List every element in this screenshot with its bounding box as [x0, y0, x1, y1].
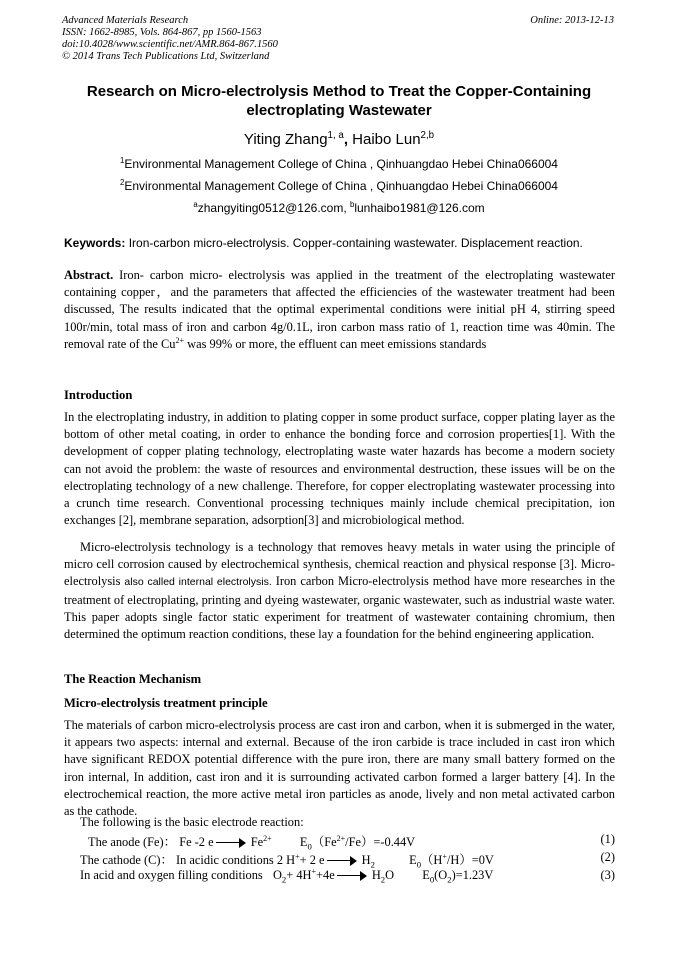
affiliation-superscript: 2	[120, 178, 125, 187]
mechanism-paragraph: The materials of carbon micro-electrolysis process are cast iron and carbon, when it is submerged in the water, it appears two aspects: internal and external. Because of the iron carbide is trace included in cast iron which have significant REDOX potential difference with the pure iron, there are many small battery formed on the iron internal, In addition, cast iron and it is surrounding activated carbon formed a larger battery [4]. In the electrochemical reaction, the more active metal iron particles as anode, lively and non metal activated carbon as the cathode.	[64, 718, 615, 819]
equation-superscript: +	[442, 851, 447, 861]
paragraph-text: Micro-electrolysis technology is a technology that removes heavy metals in water using the principle of micro cell corrosion caused by electrochemical synthesis, chemical reaction and physical response [3]. Micro-electrolysis	[64, 540, 615, 589]
subsection-heading: Micro-electrolysis treatment principle	[64, 696, 268, 710]
equation-reactant: + 2 e	[299, 853, 325, 867]
author-list	[0, 131, 678, 148]
affiliation-text: Environmental Management College of China , Qinhuangdao Hebei China066004	[124, 179, 558, 193]
equation-3	[80, 868, 615, 885]
email-superscript: b	[350, 200, 355, 209]
equation-potential-text: )=1.23V	[451, 868, 494, 882]
equation-product: H	[371, 868, 381, 882]
author-emails	[0, 201, 678, 215]
paragraph-text: Iron carbon Micro-electrolysis method have more researches in the treatment of electroplating, printing and dyeing wastewater, organic wastewater, such as industrial waste water. This paper adopts single factor static experiment for treatment of wastewater containing chromium, then determined the optimum reaction conditions, these lay a foundation for the behind engineering application.	[64, 574, 616, 642]
keywords-text: Iron-carbon micro-electrolysis. Copper-containing wastewater. Displacement reaction.	[125, 236, 583, 250]
keywords	[64, 236, 616, 250]
title-line-1: Research on Micro-electrolysis Method to Treat the Copper-Containing	[86, 83, 592, 100]
affiliation-superscript: 1	[120, 156, 125, 165]
equation-body	[80, 850, 494, 868]
equation-potential: E	[409, 853, 417, 867]
equation-superscript: 2+	[263, 833, 272, 843]
equation-potential: E	[422, 868, 430, 882]
author-separator: ,	[343, 131, 353, 148]
equation-subscript: 2	[447, 874, 452, 885]
equation-number: (2)	[600, 850, 615, 864]
equation-product: H	[361, 853, 371, 867]
equation-subscript: 0	[416, 859, 422, 870]
abstract	[64, 267, 615, 353]
reaction-arrow-icon	[216, 838, 246, 848]
author-name: Haibo Lun	[352, 131, 421, 148]
equation-product: O	[385, 868, 395, 882]
equation-label: The cathode (C)：	[80, 853, 173, 867]
introduction-paragraph-2	[64, 539, 615, 643]
equation-superscript: 2+	[336, 833, 346, 843]
issn-line: ISSN: 1662-8985, Vols. 864-867, pp 1560-1563	[62, 27, 262, 38]
equation-number: (3)	[600, 868, 615, 882]
title-line-2: electroplating Wastewater	[246, 102, 432, 119]
equation-reactant: In acidic conditions 2 H	[176, 853, 296, 867]
equation-body	[88, 832, 415, 850]
equation-potential-text: /H）=0V	[446, 853, 494, 867]
author-superscript: 2,b	[420, 130, 435, 141]
equation-potential-text: (O	[434, 868, 448, 882]
equation-potential: E	[299, 835, 308, 849]
equation-label: The anode (Fe)：	[88, 835, 177, 849]
equation-1	[80, 832, 615, 852]
paragraph-text-sans: also called internal electrolysis.	[124, 576, 272, 589]
email-superscript: a	[193, 200, 198, 209]
introduction-paragraph-1: In the electroplating industry, in addition to plating copper in some product surface, copper plating layer as the bottom of other metal coating, in order to enhance the bonding force and corrosion properties[1]. With the development of copper plating technology, electroplating waste water hazards has become a modern society can not avoid the problem: the waste of resources and environmental destruction, these issues will be on the electroplating technology of a new challenge. Therefore, for copper electroplating wastewater processing into a crunch time research. Conventional processing techniques mainly include chemical precipitation, ion exchanges [2], membrane separation, adsorption[3] and microbiological method.	[64, 410, 615, 528]
equation-reactant: + 4H	[286, 868, 312, 882]
equation-potential-text: /Fe）=-0.44V	[345, 835, 416, 849]
mechanism-intro-line: The following is the basic electrode reaction:	[80, 815, 304, 829]
author-name: Yiting Zhang	[243, 131, 328, 148]
paper-title	[40, 82, 638, 120]
equation-number: (1)	[600, 832, 615, 846]
doi-line: doi:10.4028/www.scientific.net/AMR.864-867.1560	[62, 39, 278, 50]
abstract-text: Iron- carbon micro- electrolysis was applied in the treatment of the electroplating wastewater containing copper，and the parameters that affected the efficiencies of the wastewater treatment had been discussed, The results indicated that the optimal experimental conditions were initial pH 4, stirring speed 100r/min, total mass of iron and carbon 4g/0.1L, iron carbon mass ratio of 1, reaction time was 40min. The removal rate of the Cu	[64, 268, 615, 351]
equation-subscript: 0	[429, 874, 435, 885]
equation-superscript: +	[311, 866, 317, 876]
equation-reactant: O	[272, 868, 282, 882]
copyright-line: © 2014 Trans Tech Publications Ltd, Switzerland	[62, 51, 270, 62]
equation-subscript: 2	[370, 859, 375, 870]
equation-2	[80, 850, 615, 870]
equation-subscript: 2	[380, 874, 386, 885]
section-heading-mechanism: The Reaction Mechanism	[64, 672, 202, 686]
email-address: zhangyiting0512@126.com,	[197, 201, 350, 215]
author-superscript: 1, a	[327, 130, 344, 141]
equation-reactant: Fe -2 e	[179, 835, 214, 849]
equation-body	[80, 868, 493, 883]
abstract-superscript: 2+	[175, 335, 185, 345]
equation-label: In acid and oxygen filling conditions	[80, 868, 263, 882]
equation-subscript: 0	[307, 841, 312, 852]
abstract-text-end: was 99% or more, the effluent can meet emissions standards	[184, 336, 487, 351]
online-date: Online: 2013-12-13	[530, 15, 614, 26]
equation-potential-text: （H	[421, 853, 443, 867]
email-address: lunhaibo1981@126.com	[354, 201, 485, 215]
equation-superscript: +	[295, 851, 300, 861]
journal-header	[62, 15, 278, 63]
affiliation-1	[0, 157, 678, 171]
equation-reactant: +4e	[316, 868, 335, 882]
reaction-arrow-icon	[327, 856, 357, 866]
affiliation-2	[0, 179, 678, 193]
journal-name: Advanced Materials Research	[62, 15, 189, 26]
keywords-label: Keywords:	[64, 236, 126, 250]
affiliation-text: Environmental Management College of China , Qinhuangdao Hebei China066004	[124, 157, 558, 171]
equation-subscript: 2	[281, 874, 287, 885]
equation-product: Fe	[250, 835, 264, 849]
equation-potential-text: （Fe	[311, 835, 337, 849]
section-heading-introduction: Introduction	[64, 388, 133, 402]
reaction-arrow-icon	[337, 871, 367, 881]
abstract-label: Abstract.	[64, 268, 114, 282]
